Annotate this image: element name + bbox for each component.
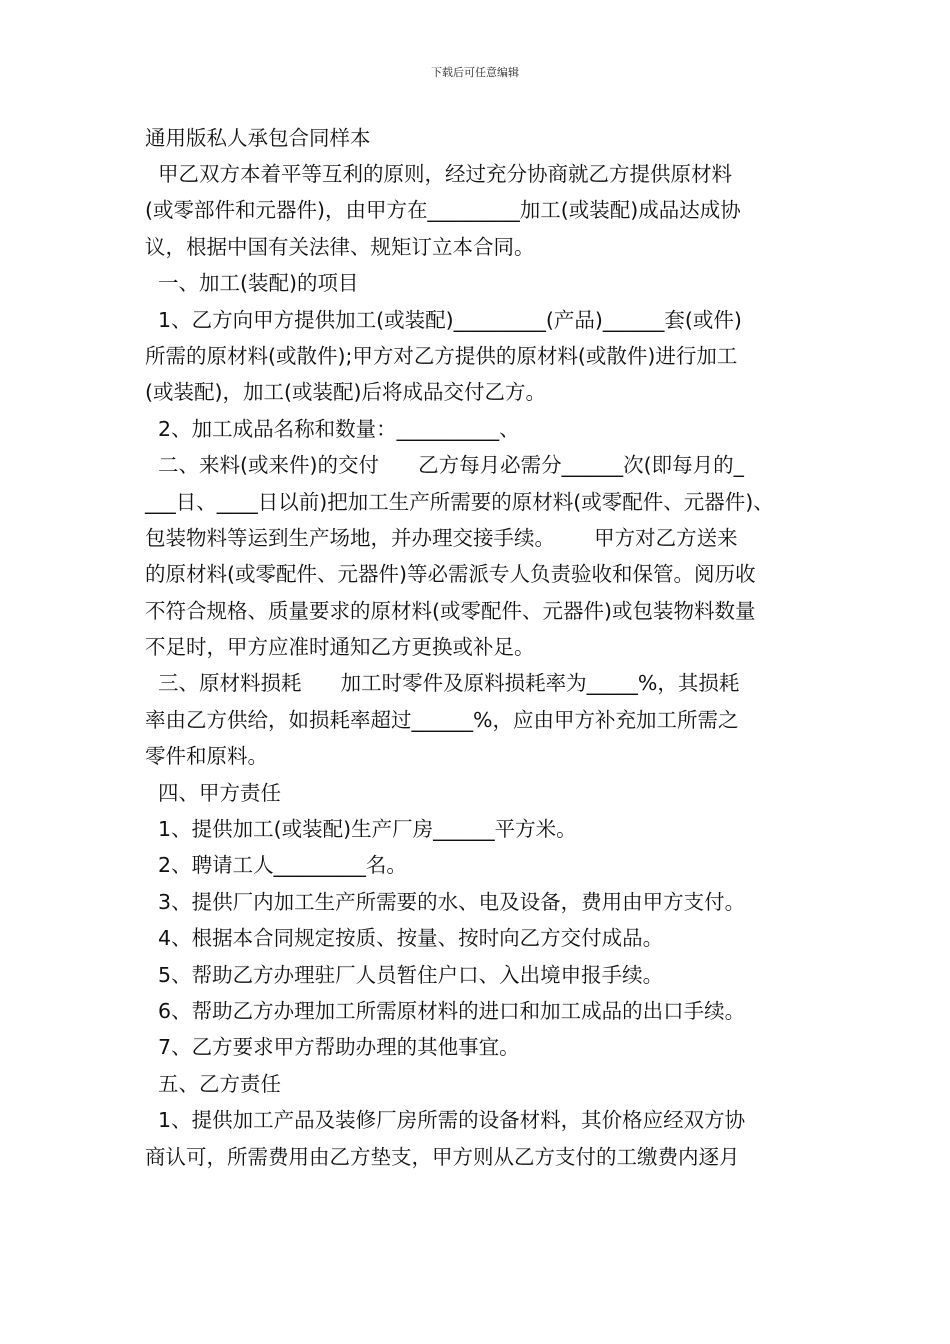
text-line: (或装配)，加工(或装配)后将成品交付乙方。 (145, 380, 546, 405)
text-line: 2、加工成品名称和数量：__________、 (145, 416, 520, 441)
text-line: 甲乙双方本着平等互利的原则，经过充分协商就乙方提供原材料 (145, 162, 733, 186)
section-heading: 一、加工(装配)的项目 (145, 271, 359, 296)
text-line: 1、提供加工产品及装修厂房所需的设备材料，其价格应经双方协 (145, 1108, 746, 1133)
contract-text (145, 156, 813, 1175)
text-line: 不足时，甲方应准时通知乙方更换或补足。 (145, 635, 535, 660)
text-line: 商认可，所需费用由乙方垫支，甲方则从乙方支付的工缴费内逐月 (145, 1144, 740, 1169)
document-body (145, 120, 813, 1175)
text-line: 2、聘请工人_________名。 (145, 853, 407, 878)
section-heading: 五、乙方责任 (145, 1071, 282, 1096)
text-line: 3、提供厂内加工生产所需要的水、电及设备，费用由甲方支付。 (145, 889, 746, 914)
text-line: 的原材料(或零配件、元器件)等必需派专人负责验收和保管。阅历收 (145, 562, 756, 587)
section-heading: 二、来料(或来件)的交付 乙方每月必需分______次(即每月的_ (145, 453, 744, 478)
text-line: 所需的原材料(或散件);甲方对乙方提供的原材料(或散件)进行加工 (145, 343, 738, 368)
text-line: 1、乙方向甲方提供加工(或装配)_________(产品)______套(或件) (145, 307, 742, 332)
text-line: 议，根据中国有关法律、规矩订立本合同。 (145, 234, 535, 259)
text-line: 4、根据本合同规定按质、按量、按时向乙方交付成品。 (145, 926, 664, 951)
document-title: 通用版私人承包合同样本 (145, 126, 371, 150)
text-line: (或零部件和元器件)，由甲方在_________加工(或装配)成品达成协 (145, 198, 741, 223)
text-line: ___日、____日以前)把加工生产所需要的原材料(或零配件、元器件)、 (145, 489, 774, 514)
text-line: 6、帮助乙方办理加工所需原材料的进口和加工成品的出口手续。 (145, 998, 746, 1023)
text-line: 率由乙方供给，如损耗率超过______%，应由甲方补充加工所需之 (145, 707, 739, 732)
section-heading: 四、甲方责任 (145, 780, 282, 805)
text-line: 包装物料等运到生产场地，并办理交接手续。 甲方对乙方送来 (145, 525, 738, 550)
text-line: 零件和原料。 (145, 744, 268, 769)
text-line: 7、乙方要求甲方帮助办理的其他事宜。 (145, 1035, 520, 1060)
text-line: 1、提供加工(或装配)生产厂房______平方米。 (145, 817, 577, 842)
text-line: 5、帮助乙方办理驻厂人员暂住户口、入出境申报手续。 (145, 962, 664, 987)
section-heading: 三、原材料损耗 加工时零件及原料损耗率为_____%，其损耗 (145, 671, 740, 696)
page-header: 下载后可任意编辑 (431, 66, 519, 79)
text-line: 不符合规格、质量要求的原材料(或零配件、元器件)或包装物料数量 (145, 598, 756, 623)
